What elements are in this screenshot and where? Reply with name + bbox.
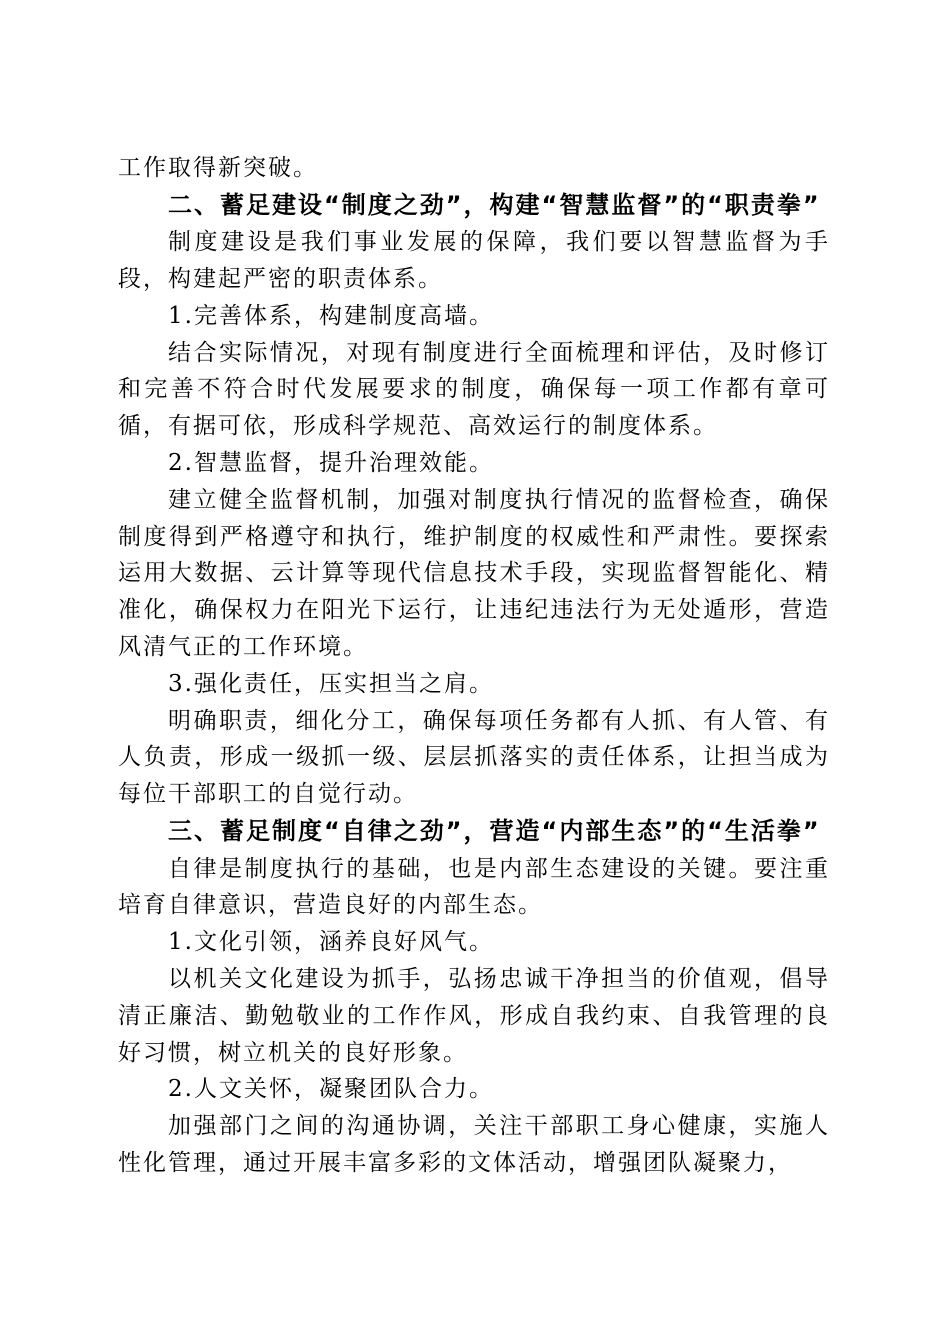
section-heading: 二、蓄足建设“制度之劲”，构建“智慧监督”的“职责拳” <box>168 190 821 219</box>
subsection-title: 2.智慧监督，提升治理效能。 <box>168 450 494 477</box>
section-heading: 三、蓄足制度“自律之劲”，营造“内部生态”的“生活拳” <box>168 817 821 846</box>
body-paragraph: 以机关文化建设为抓手，弘扬忠诚干净担当的价值观，倡导清正廉洁、勤勉敬业的工作作风，形成自我约束、自我管理的良好习惯，树立机关的良好形象。 <box>118 965 830 1066</box>
body-paragraph: 建立健全监督机制，加强对制度执行情况的监督检查，确保制度得到严格遵守和执行，维护制度的权威性和严肃性。要探索运用大数据、云计算等现代信息技术手段，实现监督智能化、精准化，确保权力在阳光下运行，让违纪违法行为无处遁形，营造风清气正的工作环境。 <box>118 486 830 661</box>
body-paragraph: 自律是制度执行的基础，也是内部生态建设的关键。要注重培育自律意识，营造良好的内部生态。 <box>118 855 830 919</box>
body-paragraph: 制度建设是我们事业发展的保障，我们要以智慧监督为手段，构建起严密的职责体系。 <box>118 229 830 293</box>
body-paragraph: 明确职责，细化分工，确保每项任务都有人抓、有人管、有人负责，形成一级抓一级、层层抓落实的责任体系，让担当成为每位干部职工的自觉行动。 <box>118 707 830 808</box>
subsection-title: 2.人文关怀，凝聚团队合力。 <box>168 1076 494 1103</box>
body-paragraph: 结合实际情况，对现有制度进行全面梳理和评估，及时修订和完善不符合时代发展要求的制度，确保每一项工作都有章可循，有据可依，形成科学规范、高效运行的制度体系。 <box>118 339 830 440</box>
body-paragraph: 加强部门之间的沟通协调，关注干部职工身心健康，实施人性化管理，通过开展丰富多彩的文体活动，增强团队凝聚力， <box>118 1113 830 1176</box>
body-paragraph: 工作取得新突破。 <box>118 155 318 181</box>
subsection-title: 1.文化引领，涵养良好风气。 <box>168 929 494 956</box>
subsection-title: 3.强化责任，压实担当之肩。 <box>168 670 494 697</box>
document-page <box>118 150 830 1182</box>
subsection-title: 1.完善体系，构建制度高墙。 <box>168 302 494 329</box>
